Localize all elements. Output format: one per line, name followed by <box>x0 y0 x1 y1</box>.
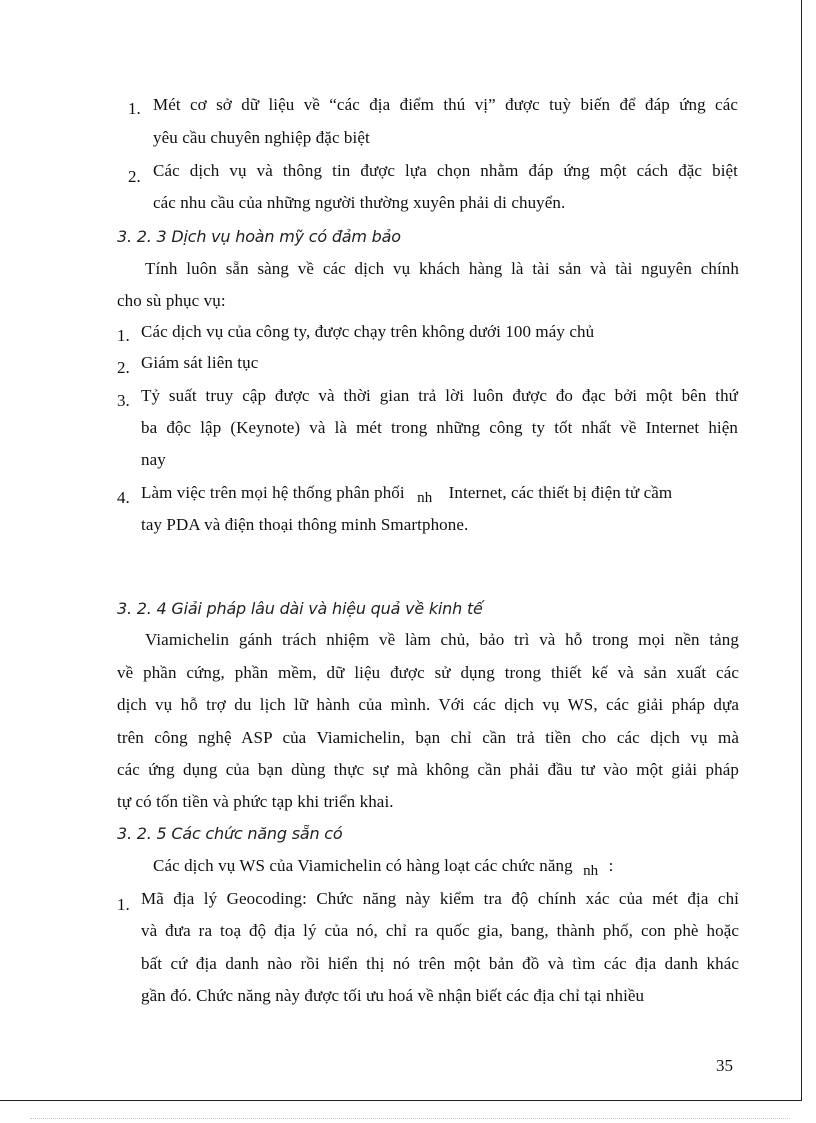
list-item-line <box>141 482 672 505</box>
list-number: 1. <box>117 895 130 914</box>
list-item-subscript: nh <box>417 490 433 506</box>
page-border-bottom <box>0 1100 802 1101</box>
paragraph-line <box>153 855 613 878</box>
paragraph-text: Các dịch vụ WS của Viamichelin có hàng loạt các chức năng <box>153 856 573 875</box>
paragraph-line: cho sù phục vụ: <box>117 291 226 310</box>
paragraph-line: Viamichelin gánh trách nhiệm về làm chủ, bảo trì và hỗ trong mọi nền tảng <box>145 630 739 649</box>
list-item-line: Mét cơ sở dữ liệu về “các địa điểm thú vị” được tuỳ biến để đáp ứng các <box>153 95 738 114</box>
paragraph-text: : <box>608 856 614 875</box>
paragraph-line: trên công nghệ ASP của Viamichelin, bạn chỉ cần trả tiền cho các dịch vụ mà <box>117 728 739 747</box>
list-item-line: Các dịch vụ và thông tin được lựa chọn nhằm đáp ứng một cách đặc biệt <box>153 161 738 180</box>
list-item-text: Làm việc trên mọi hệ thống phân phối <box>141 483 405 502</box>
list-item-line: bất cứ địa danh nào rồi hiển thị nó trên một bản đồ và tìm các địa danh khác <box>141 954 739 973</box>
list-number: 1. <box>128 99 141 118</box>
section-heading: 3. 2. 4 Giải pháp lâu dài và hiệu quả về kinh tế <box>117 599 483 618</box>
list-number: 2. <box>128 167 141 186</box>
paragraph-line: các ứng dụng của bạn dùng thực sự mà không cần phải đầu tư vào một giải pháp <box>117 760 739 779</box>
list-number: 4. <box>117 488 130 507</box>
section-heading: 3. 2. 3 Dịch vụ hoàn mỹ có đảm bảo <box>117 227 401 246</box>
list-item-line: Tỷ suất truy cập được và thời gian trả lời luôn được đo đạc bởi một bên thứ <box>141 386 738 405</box>
section-heading: 3. 2. 5 Các chức năng sẵn có <box>117 824 343 843</box>
page-number: 35 <box>716 1056 733 1075</box>
list-item-line: tay PDA và điện thoại thông minh Smartphone. <box>141 515 469 534</box>
paragraph-line: tự có tốn tiền và phức tạp khi triển khai. <box>117 792 394 811</box>
list-number: 3. <box>117 391 130 410</box>
list-number: 1. <box>117 326 130 345</box>
paragraph-line: dịch vụ hỗ trợ du lịch lữ hành của mình. Với các dịch vụ WS, các giải pháp dựa <box>117 695 739 714</box>
list-item-text: Internet, các thiết bị điện tử cầm <box>448 483 673 502</box>
list-number: 2. <box>117 358 130 377</box>
paragraph-subscript: nh <box>583 863 599 879</box>
list-item-line: ba độc lập (Keynote) và là mét trong những công ty tốt nhất về Internet hiện <box>141 418 738 437</box>
paragraph-line: Tính luôn sẵn sàng về các dịch vụ khách hàng là tài sản và tài nguyên chính <box>145 259 739 278</box>
list-item-line: gần đó. Chức năng này được tối ưu hoá về nhận biết các địa chỉ tại nhiều <box>141 986 645 1005</box>
list-item-line: nay <box>141 450 166 469</box>
list-item-line: các nhu cầu của những người thường xuyên phải di chuyển. <box>153 193 566 212</box>
paragraph-line: về phần cứng, phần mềm, dữ liệu được sử dụng trong thiết kế và sản xuất các <box>117 663 739 682</box>
list-item-line: Các dịch vụ của công ty, được chạy trên không dưới 100 máy chủ <box>141 322 595 341</box>
page-edge-dots <box>30 1118 790 1119</box>
list-item-line: yêu cầu chuyên nghiệp đặc biệt <box>153 128 370 147</box>
list-item-line: và đưa ra toạ độ địa lý của nó, chỉ ra quốc gia, bang, thành phố, con phè hoặc <box>141 921 739 940</box>
page-border-right <box>801 0 802 1100</box>
list-item-line: Mã địa lý Geocoding: Chức năng này kiểm tra độ chính xác của mét địa chỉ <box>141 889 739 908</box>
list-item-line: Giám sát liên tục <box>141 353 259 372</box>
